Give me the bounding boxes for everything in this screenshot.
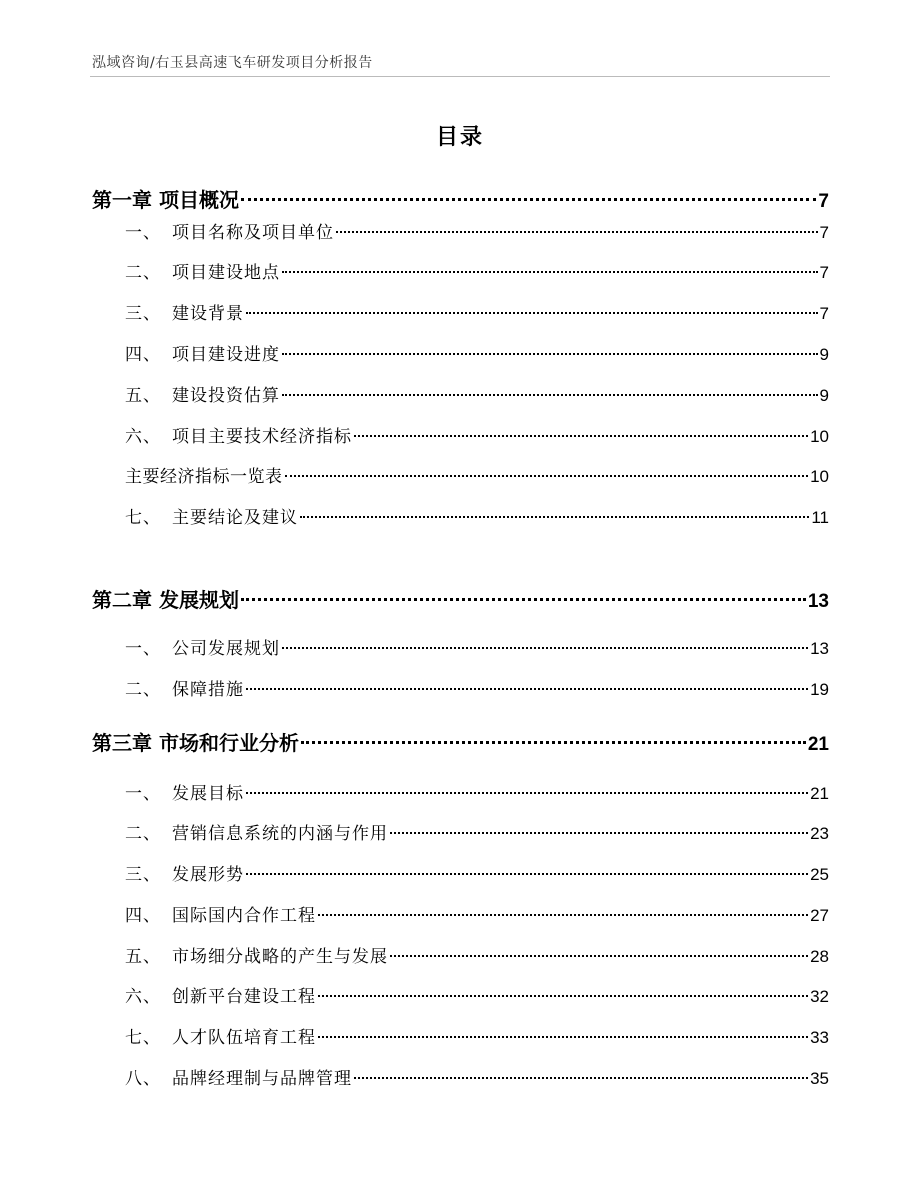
toc-page-number: 7 [819, 223, 829, 242]
toc-entry-label: 项目建设地点 [172, 263, 280, 283]
toc-page-number: 9 [819, 386, 829, 405]
toc-entry-label: 项目主要技术经济指标 [172, 427, 352, 447]
toc-entry-label: 发展目标 [172, 784, 244, 804]
toc-entry-label: 建设背景 [172, 304, 244, 324]
toc-section-entry[interactable] [125, 218, 829, 243]
toc-entry-number: 二、 [125, 263, 161, 283]
toc-dot-leader [246, 312, 818, 314]
toc-entry-number: 一、 [125, 639, 161, 659]
toc-dot-leader [246, 792, 808, 794]
toc-entry-label: 创新平台建设工程 [172, 987, 316, 1007]
toc-entry-label: 品牌经理制与品牌管理 [172, 1069, 352, 1089]
running-header: 泓域咨询/右玉县高速飞车研发项目分析报告 [92, 55, 373, 71]
toc-dot-leader [246, 873, 808, 875]
toc-entry-label: 国际国内合作工程 [172, 906, 316, 926]
toc-section-entry[interactable] [125, 1023, 829, 1048]
toc-page-number: 19 [810, 680, 829, 699]
toc-dot-leader [354, 435, 808, 437]
toc-section-entry[interactable] [125, 634, 829, 659]
toc-entry-number: 六、 [125, 987, 161, 1007]
toc-page-number: 21 [807, 734, 829, 755]
toc-dot-leader [246, 688, 808, 690]
toc-dot-leader [390, 832, 808, 834]
toc-page-number: 23 [810, 824, 829, 843]
toc-dot-leader [282, 394, 818, 396]
toc-dot-leader [282, 353, 818, 355]
toc-dot-leader [301, 741, 806, 744]
toc-entry-label: 项目名称及项目单位 [172, 223, 334, 243]
toc-title: 目录 [435, 125, 484, 150]
toc-chapter-entry[interactable] [92, 184, 829, 213]
toc-page-number: 11 [811, 508, 829, 527]
toc-page-number: 9 [819, 345, 829, 364]
toc-section-entry[interactable] [125, 258, 829, 283]
toc-entry-number: 七、 [125, 1028, 161, 1048]
toc-section-entry[interactable] [125, 462, 829, 487]
toc-dot-leader [354, 1077, 808, 1079]
toc-page-number: 32 [810, 987, 829, 1006]
toc-entry-label: 第一章 项目概况 [92, 188, 239, 212]
toc-dot-leader [282, 271, 818, 273]
toc-page-number: 13 [807, 591, 829, 612]
toc-entry-number: 一、 [125, 223, 161, 243]
toc-entry-label: 项目建设进度 [172, 345, 280, 365]
toc-dot-leader [241, 598, 806, 601]
toc-entry-number: 三、 [125, 865, 161, 885]
toc-entry-number: 五、 [125, 947, 161, 967]
toc-entry-number: 二、 [125, 824, 161, 844]
toc-entry-label: 第二章 发展规划 [92, 588, 239, 612]
toc-page-number: 21 [810, 784, 829, 803]
toc-section-entry[interactable] [125, 901, 829, 926]
toc-entry-label: 建设投资估算 [172, 386, 280, 406]
toc-section-entry[interactable] [125, 299, 829, 324]
toc-page-number: 33 [810, 1028, 829, 1047]
toc-section-entry[interactable] [125, 819, 829, 844]
toc-entry-number: 三、 [125, 304, 161, 324]
toc-section-entry[interactable] [125, 779, 829, 804]
toc-entry-number: 一、 [125, 784, 161, 804]
toc-dot-leader [318, 995, 808, 997]
toc-dot-leader [282, 647, 808, 649]
toc-dot-leader [336, 231, 818, 233]
toc-entry-label: 主要经济指标一览表 [125, 467, 283, 487]
toc-section-entry[interactable] [125, 422, 829, 447]
toc-page-number: 35 [810, 1069, 829, 1088]
toc-section-entry[interactable] [125, 860, 829, 885]
header-divider [90, 76, 830, 77]
toc-entry-number: 二、 [125, 680, 161, 700]
toc-dot-leader [318, 1036, 808, 1038]
toc-entry-label: 第三章 市场和行业分析 [92, 731, 299, 755]
toc-entry-label: 公司发展规划 [172, 639, 280, 659]
toc-page-number: 7 [819, 263, 829, 282]
toc-dot-leader [318, 914, 808, 916]
toc-chapter-entry[interactable] [92, 727, 829, 756]
toc-entry-number: 八、 [125, 1069, 161, 1089]
toc-dot-leader [241, 198, 816, 201]
toc-page-number: 28 [810, 947, 829, 966]
toc-section-entry[interactable] [125, 982, 829, 1007]
toc-entry-number: 四、 [125, 345, 161, 365]
toc-section-entry[interactable] [125, 381, 829, 406]
toc-entry-number: 七、 [125, 508, 161, 528]
toc-page-number: 25 [810, 865, 829, 884]
toc-section-entry[interactable] [125, 340, 829, 365]
toc-page-number: 10 [810, 427, 829, 446]
toc-page-number: 10 [810, 467, 829, 486]
toc-entry-number: 六、 [125, 427, 161, 447]
toc-entry-label: 市场细分战略的产生与发展 [172, 947, 388, 967]
toc-page-number: 13 [810, 639, 829, 658]
toc-section-entry[interactable] [125, 1064, 829, 1089]
toc-section-entry[interactable] [125, 675, 829, 700]
toc-entry-number: 五、 [125, 386, 161, 406]
toc-chapter-entry[interactable] [92, 584, 829, 613]
toc-entry-label: 保障措施 [172, 680, 244, 700]
toc-entry-number: 四、 [125, 906, 161, 926]
toc-dot-leader [390, 955, 808, 957]
toc-dot-leader [285, 475, 809, 477]
toc-page-number: 7 [818, 191, 829, 212]
toc-page-number: 27 [810, 906, 829, 925]
toc-entry-label: 营销信息系统的内涵与作用 [172, 824, 388, 844]
toc-entry-label: 人才队伍培育工程 [172, 1028, 316, 1048]
toc-entry-label: 发展形势 [172, 865, 244, 885]
toc-entry-label: 主要结论及建议 [172, 508, 298, 528]
toc-page-number: 7 [819, 304, 829, 323]
toc-section-entry[interactable] [125, 942, 829, 967]
toc-dot-leader [300, 516, 809, 518]
toc-section-entry[interactable] [125, 503, 829, 528]
